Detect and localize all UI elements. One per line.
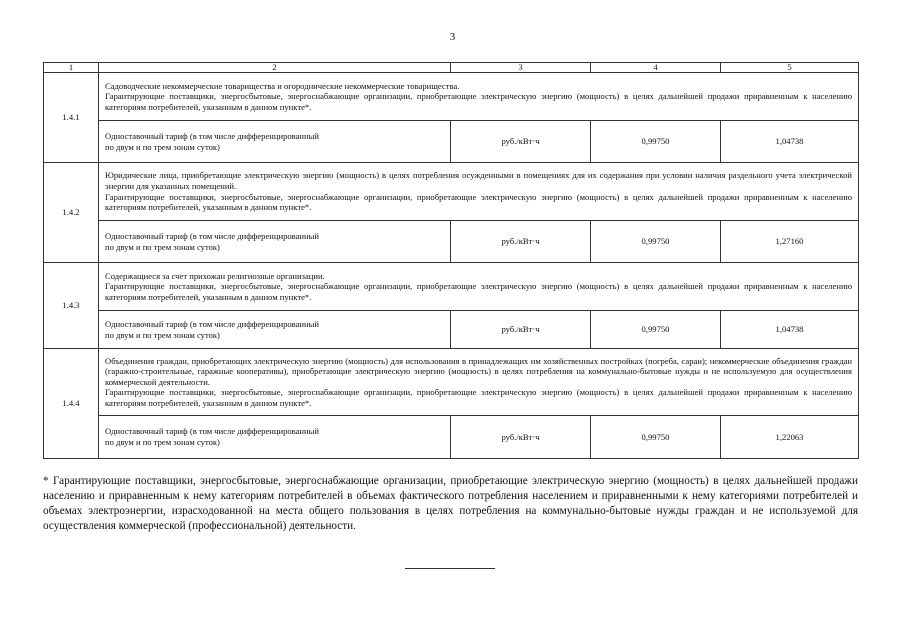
- tariff-row: [44, 311, 859, 349]
- value-col5: 1,22063: [721, 416, 859, 459]
- tariff-row: [44, 416, 859, 459]
- description-line: Гарантирующие поставщики, энергосбытовые, энергоснабжающие организации, приобретающие электрическую энергию (мощность) в целях дальнейшей продажи приравненным к населению категориям потребителей, указанным в данном пункте*.: [105, 191, 852, 213]
- row-description: [99, 263, 859, 311]
- table-row: [44, 349, 859, 416]
- unit: руб./кВт·ч: [451, 121, 591, 163]
- description-line: Садоводческие некоммерческие товарищества и огороднические некоммерческие товарищества.: [105, 80, 460, 91]
- description-line: Гарантирующие поставщики, энергосбытовые, энергоснабжающие организации, приобретающие электрическую энергию (мощность) в целях дальнейшей продажи приравненным к населению категориям потребителей, указанным в данном пункте*.: [105, 387, 852, 408]
- table-row: [44, 263, 859, 311]
- row-number: 1.4.4: [44, 349, 99, 459]
- row-description: [99, 163, 859, 221]
- value-col4: 0,99750: [591, 416, 721, 459]
- value-col5: 1,04738: [721, 121, 859, 163]
- value-col4: 0,99750: [591, 311, 721, 349]
- unit: руб./кВт·ч: [451, 221, 591, 263]
- row-description: [99, 349, 859, 416]
- unit: руб./кВт·ч: [451, 416, 591, 459]
- tariff-table: [43, 62, 859, 459]
- description-line: Гарантирующие поставщики, энергосбытовые, энергоснабжающие организации, приобретающие электрическую энергию (мощность) в целях дальнейшей продажи приравненным к населению категориям потребителей, указанным в данном пункте*.: [105, 91, 852, 112]
- row-number: 1.4.1: [44, 73, 99, 163]
- end-separator-line: [405, 568, 495, 569]
- tariff-row: [44, 121, 859, 163]
- description-line: Содержащиеся за счет прихожан религиозные организации.: [105, 270, 325, 281]
- table-row: [44, 163, 859, 221]
- column-header: 2: [99, 63, 451, 73]
- footnote: * Гарантирующие поставщики, энергосбытовые, энергоснабжающие организации, приобретающие электрическую энергию (мощность) в целях дальнейшей продажи населению и приравненным к нему категориям потребителей в объемах фактического потребления населением и приравненными к нему категориями потребителей и объемах электроэнергии, израсходованной на места общего пользования в целях потребления на коммунально-бытовые нужды граждан и не используемой для осуществления коммерческой (профессиональной) деятельности.: [43, 475, 858, 532]
- tariff-name: Одноставочный тариф (в том числе дифференцированный по двум и по трем зонам суток): [99, 121, 451, 163]
- row-number: 1.4.3: [44, 263, 99, 349]
- column-header: 3: [451, 63, 591, 73]
- tariff-row: [44, 221, 859, 263]
- column-header: 4: [591, 63, 721, 73]
- value-col4: 0,99750: [591, 221, 721, 263]
- table-row: [44, 73, 859, 121]
- column-header: 5: [721, 63, 859, 73]
- value-col5: 1,27160: [721, 221, 859, 263]
- page-number: 3: [449, 31, 456, 43]
- tariff-name: Одноставочный тариф (в том числе дифференцированный по двум и по трем зонам суток): [99, 416, 451, 459]
- description-line: Юридические лица, приобретающие электрическую энергию (мощность) в целях потребления осужденными в помещениях для их содержания при условии наличия раздельного учета электрической энергии для указанных помещений.: [105, 170, 852, 191]
- column-header: 1: [44, 63, 99, 73]
- unit: руб./кВт·ч: [451, 311, 591, 349]
- table-header-row: [44, 63, 859, 73]
- description-line: Гарантирующие поставщики, энергосбытовые, энергоснабжающие организации, приобретающие электрическую энергию (мощность) в целях дальнейшей продажи приравненным к населению категориям потребителей, указанным в данном пункте*.: [105, 281, 852, 302]
- tariff-name: Одноставочный тариф (в том числе дифференцированный по двум и по трем зонам суток): [99, 311, 451, 349]
- description-line: Объединения граждан, приобретающих электрическую энергию (мощность) для использования в принадлежащих им хозяйственных постройках (погреба, сараи); некоммерческие объединения граждан (гаражно-строительные, гаражные кооперативы), приобретающие электрическую энергию (мощность) в целях потребления на коммунально-бытовые нужды и не используемую для осуществления коммерческой деятельности.: [105, 355, 852, 387]
- tariff-name: Одноставочный тариф (в том числе дифференцированный по двум и по трем зонам суток): [99, 221, 451, 263]
- value-col4: 0,99750: [591, 121, 721, 163]
- value-col5: 1,04738: [721, 311, 859, 349]
- row-description: [99, 73, 859, 121]
- row-number: 1.4.2: [44, 163, 99, 263]
